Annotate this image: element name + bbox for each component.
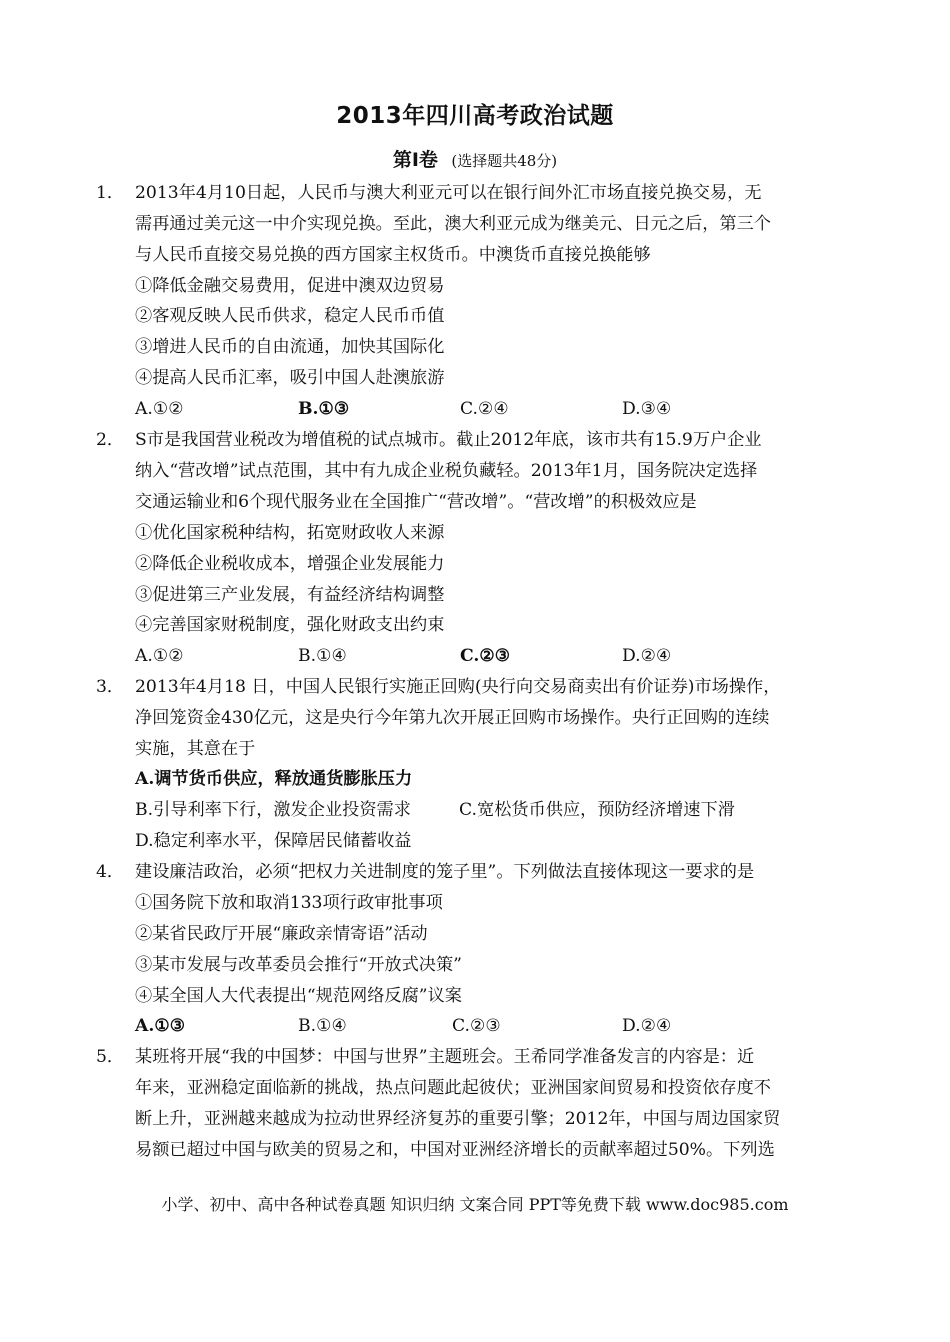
statement-item: ③某市发展与改革委员会推行“开放式决策” (135, 955, 462, 975)
statement-item: ②降低企业税收成本，增强企业发展能力 (135, 554, 445, 574)
option-d: D.②④ (622, 646, 672, 666)
question-text-line: 与人民币直接交易兑换的西方国家主权货币。中澳货币直接兑换能够 (135, 245, 651, 265)
statement-item: ①优化国家税种结构，拓宽财政收人来源 (135, 523, 445, 543)
option-c: C.②③ (452, 1016, 501, 1036)
question-text-line: 某班将开展“我的中国梦：中国与世界”主题班会。王希同学准备发言的内容是：近 (135, 1047, 755, 1067)
statement-item: ①国务院下放和取消133项行政审批事项 (135, 893, 443, 913)
option-b-answer: B.①③ (298, 399, 350, 419)
question-text-line: 建设廉洁政治，必须“把权力关进制度的笼子里”。下列做法直接体现这一要求的是 (135, 862, 755, 882)
page-footer: 小学、初中、高中各种试卷真题 知识归纳 文案合同 PPT等免费下载 www.doc985.com (161, 1195, 789, 1214)
question-number: 2． (96, 430, 125, 450)
question-text-line: 交通运输业和6个现代服务业在全国推广“营改增”。“营改增”的积极效应是 (135, 492, 697, 512)
question-text-line: 年来，亚洲稳定面临新的挑战，热点问题此起彼伏；亚洲国家间贸易和投资依存度不 (135, 1078, 771, 1098)
question-number: 1． (96, 183, 125, 203)
option-d: D.③④ (622, 399, 672, 419)
option-a-answer: A.①③ (135, 1016, 186, 1036)
question-text-line: 2013年4月18 日，中国人民银行实施正回购(央行向交易商卖出有价证券)市场操作， (135, 677, 781, 697)
option-c: C.宽松货币供应，预防经济增速下滑 (459, 800, 735, 820)
option-c-answer: C.②③ (460, 646, 511, 666)
statement-item: ④提高人民币汇率，吸引中国人赴澳旅游 (135, 368, 445, 388)
page-title: 2013年四川高考政治试题 (336, 103, 614, 129)
option-b: B.①④ (298, 646, 347, 666)
option-b: B.①④ (298, 1016, 347, 1036)
option-a-answer: A.调节货币供应，释放通货膨胀压力 (135, 769, 413, 789)
question-text-line: 需再通过美元这一中介实现兑换。至此，澳大利亚元成为继美元、日元之后，第三个 (135, 214, 771, 234)
question-text-line: 纳入“营改增”试点范围，其中有九成企业税负藏轻。2013年1月，国务院决定选择 (135, 461, 758, 481)
question-text-line: 2013年4月10日起，人民币与澳大利亚元可以在银行间外汇市场直接兑换交易，无 (135, 183, 762, 203)
section-header (0, 145, 950, 172)
question-text-line: 断上升，亚洲越来越成为拉动世界经济复苏的重要引擎；2012年，中国与周边国家贸 (135, 1109, 781, 1129)
question-number: 5． (96, 1047, 125, 1067)
option-a: A.①② (135, 399, 184, 419)
question-text-line: S市是我国营业税改为增值税的试点城市。截止2012年底，该市共有15.9万户企业 (135, 430, 762, 450)
question-text-line: 易额已超过中国与欧美的贸易之和，中国对亚洲经济增长的贡献率超过50%。下列选 (135, 1140, 775, 1160)
option-c: C.②④ (460, 399, 509, 419)
statement-item: ④完善国家财税制度，强化财政支出约束 (135, 615, 445, 635)
option-d: D.②④ (622, 1016, 672, 1036)
option-b: B.引导利率下行，激发企业投资需求 (135, 800, 411, 820)
question-number: 3． (96, 677, 125, 697)
statement-item: ④某全国人大代表提出“规范网络反腐”议案 (135, 986, 462, 1006)
section-name: 第Ⅰ卷 (392, 149, 438, 171)
question-number: 4． (96, 862, 125, 882)
statement-item: ③增进人民币的自由流通，加快其国际化 (135, 337, 445, 357)
section-note: (选择题共48分) (451, 152, 558, 170)
option-a: A.①② (135, 646, 184, 666)
statement-item: ②某省民政厅开展“廉政亲情寄语”活动 (135, 924, 428, 944)
question-text-line: 实施，其意在于 (135, 739, 256, 759)
statement-item: ③促进第三产业发展，有益经济结构调整 (135, 585, 445, 605)
option-d: D.稳定利率水平，保障居民储蓄收益 (135, 831, 412, 851)
statement-item: ②客观反映人民币供求，稳定人民币币值 (135, 306, 445, 326)
statement-item: ①降低金融交易费用，促进中澳双边贸易 (135, 276, 445, 296)
question-text-line: 净回笼资金430亿元，这是央行今年第九次开展正回购市场操作。央行正回购的连续 (135, 708, 770, 728)
